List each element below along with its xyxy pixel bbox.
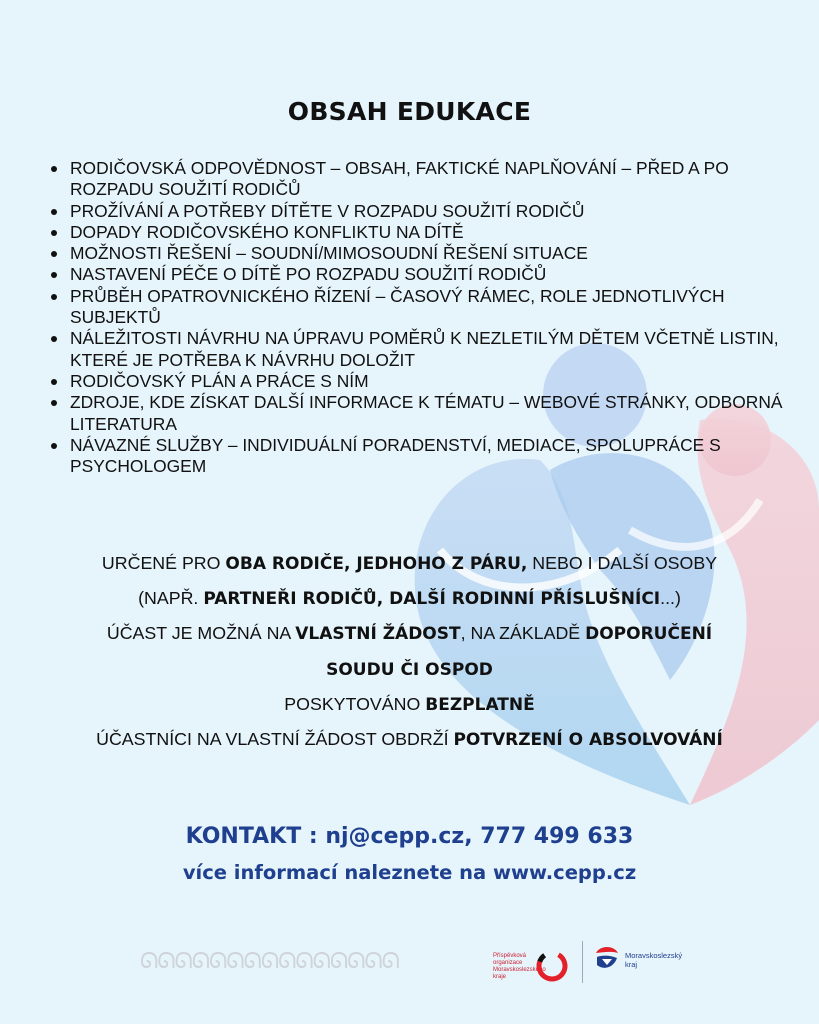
info-text: ...) (660, 588, 681, 609)
info-text: (NAPŘ. (138, 588, 204, 609)
info-text: NEBO I DALŠÍ OSOBY (527, 553, 718, 573)
info-text: ÚČASTNÍCI NA VLASTNÍ ŽÁDOST OBDRŽÍ (96, 729, 454, 750)
info-line-examples (0, 581, 819, 616)
info-text: URČENÉ PRO (101, 553, 226, 573)
footer-divider (582, 941, 583, 983)
org2-name-line: kraj (625, 960, 638, 969)
info-text: POSKYTOVÁNO (284, 693, 426, 714)
page-title: OBSAH EDUKACE (287, 97, 532, 126)
list-item: MOŽNOSTI ŘEŠENÍ – SOUDNÍ/MIMOSOUDNÍ ŘEŠENÍ SITUACE (70, 243, 815, 264)
info-text: , NA ZÁKLADĚ (460, 623, 586, 644)
ring-logo-icon (535, 949, 569, 983)
topics-list (46, 158, 815, 477)
info-line-audience (0, 546, 819, 581)
list-item: DOPADY RODIČOVSKÉHO KONFLIKTU NA DÍTĚ (70, 222, 815, 243)
list-item: NASTAVENÍ PÉČE O DÍTĚ PO ROZPADU SOUŽITÍ RODIČŮ (70, 264, 815, 285)
info-line-certificate (0, 722, 819, 757)
info-emphasis: VLASTNÍ ŽÁDOST (295, 624, 461, 645)
region-logo-icon (592, 943, 622, 973)
info-emphasis: DOPORUČENÍ (585, 624, 713, 645)
contact-block (0, 820, 819, 890)
info-emphasis: POTVRZENÍ O ABSOLVOVÁNÍ (453, 730, 723, 751)
info-line-participation (0, 616, 819, 651)
info-line-free (0, 687, 819, 722)
org-logo-msk (592, 941, 702, 985)
org1-text: Příspěvková organizace Moravskoslezského kraje (493, 953, 546, 980)
info-emphasis: SOUDU ČI OSPOD (326, 659, 493, 680)
info-line-court (0, 652, 819, 687)
list-item: NÁLEŽITOSTI NÁVRHU NA ÚPRAVU POMĚRŮ K NEZLETILÝM DĚTEM VČETNĚ LISTIN, KTERÉ JE POTŘEBA K NÁVRHU DOLOŽIT (70, 328, 815, 371)
info-text: ÚČAST JE MOŽNÁ NA (106, 623, 296, 644)
org2-name-line: Moravskoslezský (625, 951, 683, 960)
list-item: PROŽÍVÁNÍ A POTŘEBY DÍTĚTE V ROZPADU SOUŽITÍ RODIČŮ (70, 201, 815, 222)
org-logo-prispevkova (493, 945, 575, 989)
info-emphasis: BEZPLATNĚ (425, 694, 535, 715)
info-block (0, 546, 819, 757)
info-emphasis: PARTNEŘI RODIČŮ, DALŠÍ RODINNÍ PŘÍSLUŠNÍCI (203, 589, 661, 610)
decorative-squiggle: ᘏᘏᘏᘏᘏᘏᘏᘏᘏᘏᘏᘏᘏᘏᘏ (140, 949, 399, 974)
list-item: PRŮBĚH OPATROVNICKÉHO ŘÍZENÍ – ČASOVÝ RÁMEC, ROLE JEDNOTLIVÝCH SUBJEKTŮ (70, 286, 815, 329)
list-item: RODIČOVSKÝ PLÁN A PRÁCE S NÍM (70, 371, 815, 392)
list-item: ZDROJE, KDE ZÍSKAT DALŠÍ INFORMACE K TÉMATU – WEBOVÉ STRÁNKY, ODBORNÁ LITERATURA (70, 392, 815, 435)
contact-line[interactable]: KONTAKT : nj@cepp.cz, 777 499 633 (185, 824, 634, 849)
list-item: NÁVAZNÉ SLUŽBY – INDIVIDUÁLNÍ PORADENSTVÍ, MEDIACE, SPOLUPRÁCE S PSYCHOLOGEM (70, 435, 815, 478)
org2-text (625, 951, 682, 969)
info-emphasis: OBA RODIČE, JEDHOHO Z PÁRU, (225, 554, 528, 574)
website-line[interactable]: více informací naleznete na www.cepp.cz (182, 861, 637, 884)
list-item: RODIČOVSKÁ ODPOVĚDNOST – OBSAH, FAKTICKÉ NAPLŇOVÁNÍ – PŘED A PO ROZPADU SOUŽITÍ RODIČŮ (70, 158, 815, 201)
footer (0, 935, 819, 995)
